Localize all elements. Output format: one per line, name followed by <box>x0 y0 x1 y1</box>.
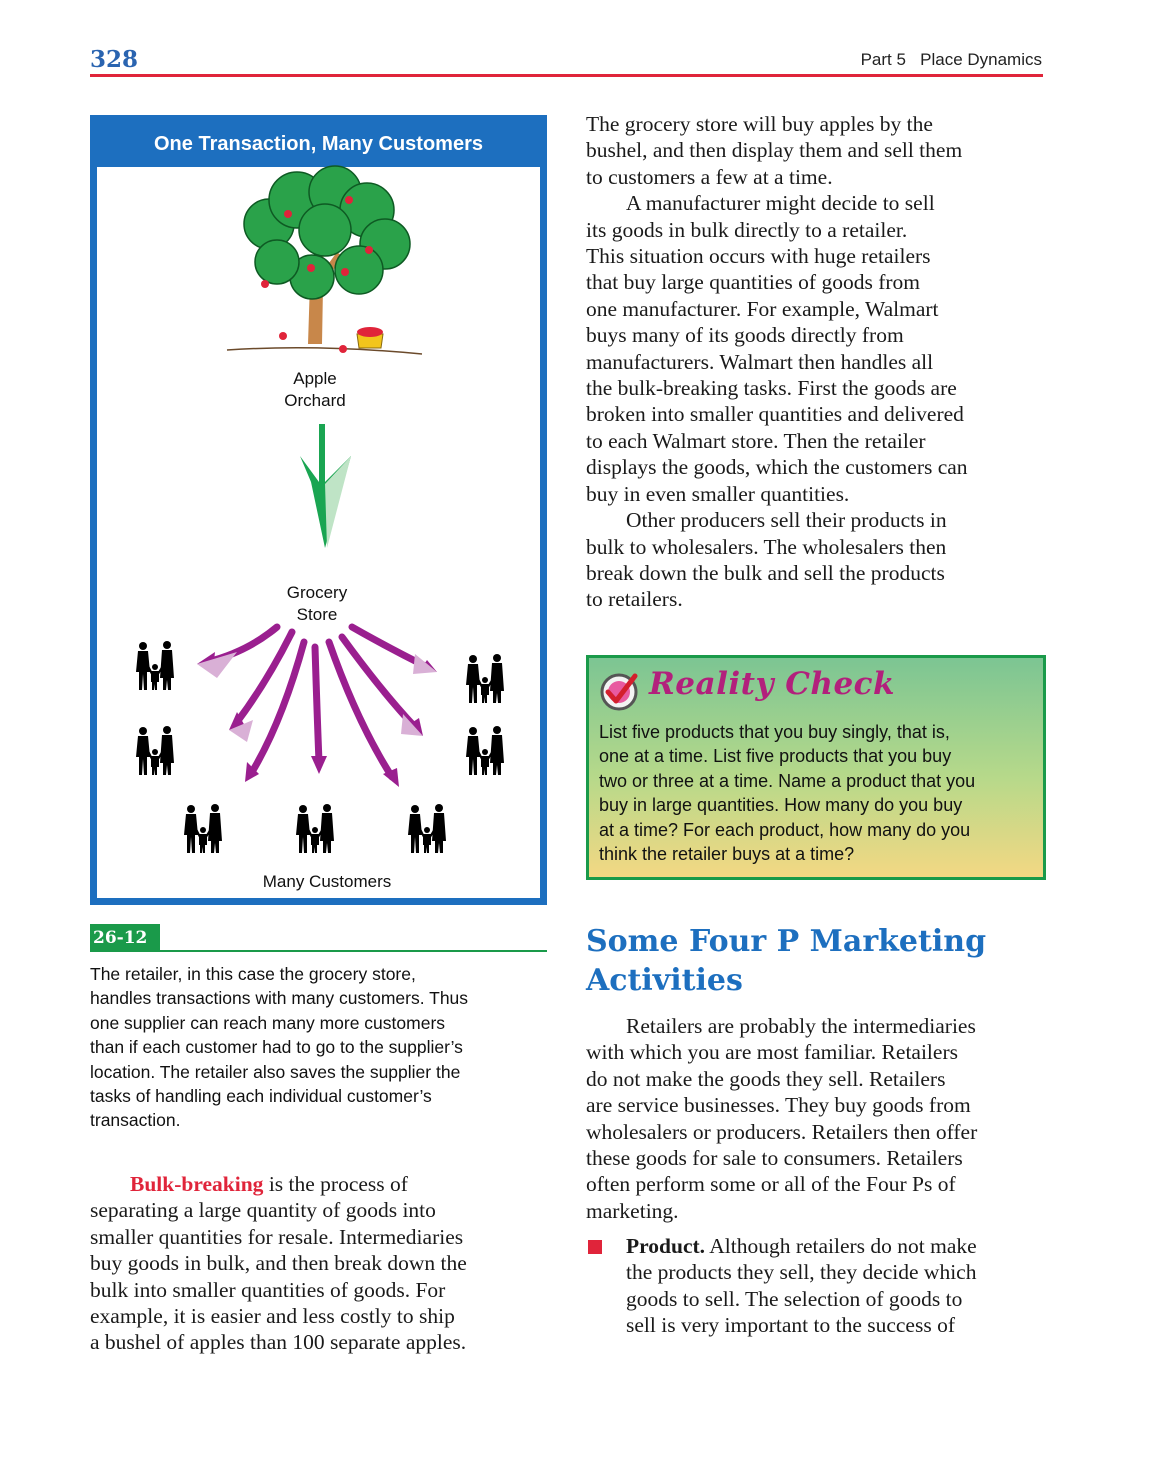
header-rule <box>90 74 1043 77</box>
distribution-arrow-icon <box>342 637 415 727</box>
apple-tree-icon <box>244 166 410 353</box>
checkmark-icon <box>599 672 639 712</box>
reality-check-box <box>586 655 1046 880</box>
figure-box <box>90 115 547 905</box>
family-silhouette-icon <box>136 641 174 690</box>
section-heading: Some Four P Marketing Activities <box>586 924 987 998</box>
distribution-arrow-icon <box>207 627 277 662</box>
page-number: 328 <box>90 46 139 73</box>
figure-caption: The retailer, in this case the grocery store, handles transactions with many customers. Thus one supplier can reach many more customers than if each customer had to go to the supplier’s location. The retailer also saves the supplier the tasks of handling each individual customer’s transaction. <box>90 964 469 1131</box>
retailers-paragraph: Retailers are probably the intermediaries with which you are most familiar. Retailers do not make the goods they sell. Retailers are service businesses. They buy goods from wholesalers or producers. Retailers then offer these goods for sale to consumers. Retailers often perform some or all of the Four Ps of marketing. <box>586 1014 978 1223</box>
bullet-product: Product. Although retailers do not make the products they sell, they decide which goods to sell. The selection of goods to sell is very important to the success of <box>626 1234 977 1338</box>
figure-title: One Transaction, Many Customers <box>97 122 540 167</box>
right-column-text: The grocery store will buy apples by the bushel, and then display them and sell them to customers a few at a time. A manufacturer might decide to sell its goods in bulk directly to a retailer. This situation occurs with huge retailers that buy large quantities of goods from one manufacturer. For example, Walmart buys many of its goods directly from manufacturers. Walmart then handles all the bulk-breaking tasks. First the goods are broken into smaller quantities and delivered to each Walmart store. Then the retailer displays the goods, which the customers can buy in even smaller quantities. Other producers sell their products in bulk to wholesalers. The wholesalers then break down the bulk and sell the products to retailers. <box>586 112 968 612</box>
key-term: Bulk-breaking <box>130 1172 264 1196</box>
running-head: Part 5 Place Dynamics <box>860 50 1042 69</box>
family-silhouette-icon <box>466 654 504 703</box>
bullet-term: Product. <box>626 1234 706 1258</box>
bullet-square-icon <box>588 1240 602 1254</box>
label-apple-orchard: Apple Orchard <box>284 369 346 410</box>
label-grocery-store: Grocery Store <box>286 583 348 624</box>
figure-number: 26-12 <box>90 924 160 952</box>
family-silhouette-icon <box>136 726 174 775</box>
figure-caption-rule <box>160 950 547 952</box>
family-silhouette-icon <box>296 804 334 853</box>
apple-basket-icon <box>357 327 383 348</box>
ground-line <box>227 348 422 354</box>
distribution-arrow-icon <box>315 647 319 762</box>
label-many-customers: Many Customers <box>262 872 392 891</box>
distribution-arrows <box>207 627 427 777</box>
figure-illustration <box>97 122 540 898</box>
reality-check-title: Reality Check <box>649 666 896 702</box>
family-silhouette-icon <box>408 804 446 853</box>
down-arrow-icon <box>300 424 351 548</box>
bulk-breaking-paragraph: Bulk-breaking is the process of separating a large quantity of goods into smaller quantities for resale. Intermediaries buy goods in bulk, and then break down the bulk into smaller quantities of goods. For example, it is easier and less costly to ship a bushel of apples than 100 separate apples. <box>90 1172 467 1355</box>
family-silhouette-icon <box>184 804 222 853</box>
reality-check-text: List five products that you buy singly, that is, one at a time. List five products that you buy two or three at a time. Name a product that you buy in large quantities. How many do you buy at a time? For each product, how many do you think the retailer buys at a time? <box>599 722 976 865</box>
family-silhouette-icon <box>466 726 504 775</box>
